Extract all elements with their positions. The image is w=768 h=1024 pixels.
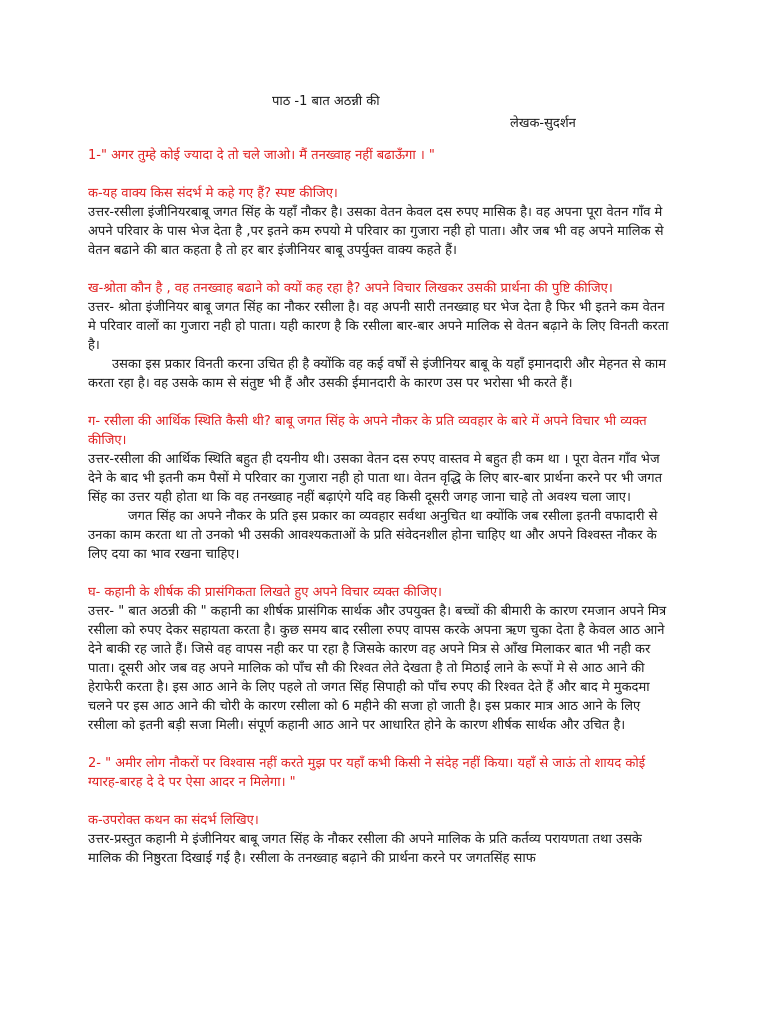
q2-quote: 2- " अमीर लोग नौकरों पर विश्वास नहीं करते मुझ पर यहाँ कभी किसी ने संदेह नहीं किया। यहाँ से जाऊं तो शायद कोई ग्यारह-बारह दे दे पर ऐसा आदर न मिलेगा। " [88,756,646,790]
q1a-answer: उत्तर-रसीला इंजीनियरबाबू जगत सिंह के यहाँ नौकर है। उसका वेतन केवल दस रुपए मासिक है। वह अपना पूरा वेतन गाँव मे अपने परिवार के पास भेज देता है ,पर इतने कम रुपयो मे परिवार का गुजारा नही हो पाता। और जब भी वह अपने मालिक से वेतन बढाने की बात कहता है तो हर बार इंजीनियर बाबू उपर्युक्त वाक्य कहते हैं। [88,205,664,258]
document-page [88,0,672,1024]
q1a-question: क-यह वाक्य किस संदर्भ मे कहे गए हैं? स्पष्ट कीजिए। [88,186,338,201]
q1b-answer-2: उसका इस प्रकार विनती करना उचित ही है क्योंकि वह कई वर्षों से इंजीनियर बाबू के यहाँ इमानदारी और मेहनत से काम करता रहा है। वह उसके काम से संतुष्ट भी हैं और उसकी ईमानदारी के कारण उस पर भरोसा भी करते हैं। [88,357,667,391]
q1c-answer-2: जगत सिंह का अपने नौकर के प्रति इस प्रकार का व्यवहार सर्वथा अनुचित था क्योंकि जब रसीला इतनी वफादारी से उनका काम करता था तो उनको भी उसकी आवश्यकताओं के प्रति संवेदनशील होना चाहिए था और अपने विश्वस्त नौकर के लिए दया का भाव रखना चाहिए। [88,509,658,562]
lesson-title: पाठ -1 बात अठन्नी की [272,94,380,109]
lesson-author: लेखक-सुदर्शन [510,116,576,131]
q1c-question: ग- रसीला की आर्थिक स्थिति कैसी थी? बाबू जगत सिंह के अपने नौकर के प्रति व्यवहार के बारे में अपने विचार भी व्यक्त कीजिए। [88,414,647,448]
q1b-question: ख-श्रोता कौन है , वह तनख्वाह बढाने को क्यों कह रहा है? अपने विचार लिखकर उसकी प्रार्थना की पुष्टि कीजिए। [88,281,613,296]
q1b-answer-1: उत्तर- श्रोता इंजीनियर बाबू जगत सिंह का नौकर रसीला है। वह अपनी सारी तनख्वाह घर भेज देता है फिर भी इतने कम वेतन मे परिवार वालों का गुजारा नही हो पाता। यही कारण है कि रसीला बार-बार अपने मालिक से वेतन बढ़ाने के लिए विनती करता है। [88,300,669,353]
q2a-answer: उत्तर-प्रस्तुत कहानी मे इंजीनियर बाबू जगत सिंह के नौकर रसीला की अपने मालिक के प्रति कर्तव्य परायणता तथा उसके मालिक की निष्ठुरता दिखाई गई है। रसीला के तनख्वाह बढ़ाने की प्रार्थना करने पर जगतसिंह साफ [88,832,642,866]
q1c-answer-1: उत्तर-रसीला की आर्थिक स्थिति बहुत ही दयनीय थी। उसका वेतन दस रुपए वास्तव मे बहुत ही कम था । पूरा वेतन गाँव भेज देने के बाद भी इतनी कम पैसों मे परिवार का गुजारा नही हो पाता था। वेतन वृद्धि के लिए बार-बार प्रार्थना करने पर भी जगत सिंह का उत्तर यही होता था कि वह तनख्वाह नहीं बढ़ाएंगे यदि वह किसी दूसरी जगह जाना चाहे तो अवश्य चला जाए। [88,452,662,505]
q1d-answer: उत्तर- " बात अठन्नी की " कहानी का शीर्षक प्रासंगिक सार्थक और उपयुक्त है। बच्चों की बीमारी के कारण रमजान अपने मित्र रसीला को रुपए देकर सहायता करता है। कुछ समय बाद रसीला रुपए वापस करके अपना ऋण चुका देता है केवल आठ आने देने बाकी रह जाते हैं। जिसे वह वापस नही कर पा रहा है जिसके कारण वह अपने मित्र से आँख मिलाकर बात भी नही कर पाता। दूसरी ओर जब वह अपने मालिक को पाँच सौ की रिश्वत लेते देखता है तो मिठाई लाने के रूपों मे से आठ आने की हेराफेरी करता है। इस आठ आने के लिए पहले तो जगत सिंह सिपाही को पाँच रुपए की रिश्वत देते हैं और बाद मे मुकदमा चलने पर इस आठ आने की चोरी के कारण रसीला को 6 महीने की सजा हो जाती है। इस प्रकार मात्र आठ आने के लिए रसीला को इतनी बड़ी सजा मिली। संपूर्ण कहानी आठ आने पर आधारित होने के कारण शीर्षक सार्थक और उचित है। [88,604,667,733]
document-body [88,146,672,868]
q1-quote: 1-" अगर तुम्हे कोई ज्यादा दे तो चले जाओ। मैं तनख्वाह नहीं बढाऊँगा । " [88,148,435,163]
q1d-question: घ- कहानी के शीर्षक की प्रासंगिकता लिखते हुए अपने विचार व्यक्त कीजिए। [88,585,442,600]
q2a-question: क-उपरोक्त कथन का संदर्भ लिखिए। [88,813,259,828]
